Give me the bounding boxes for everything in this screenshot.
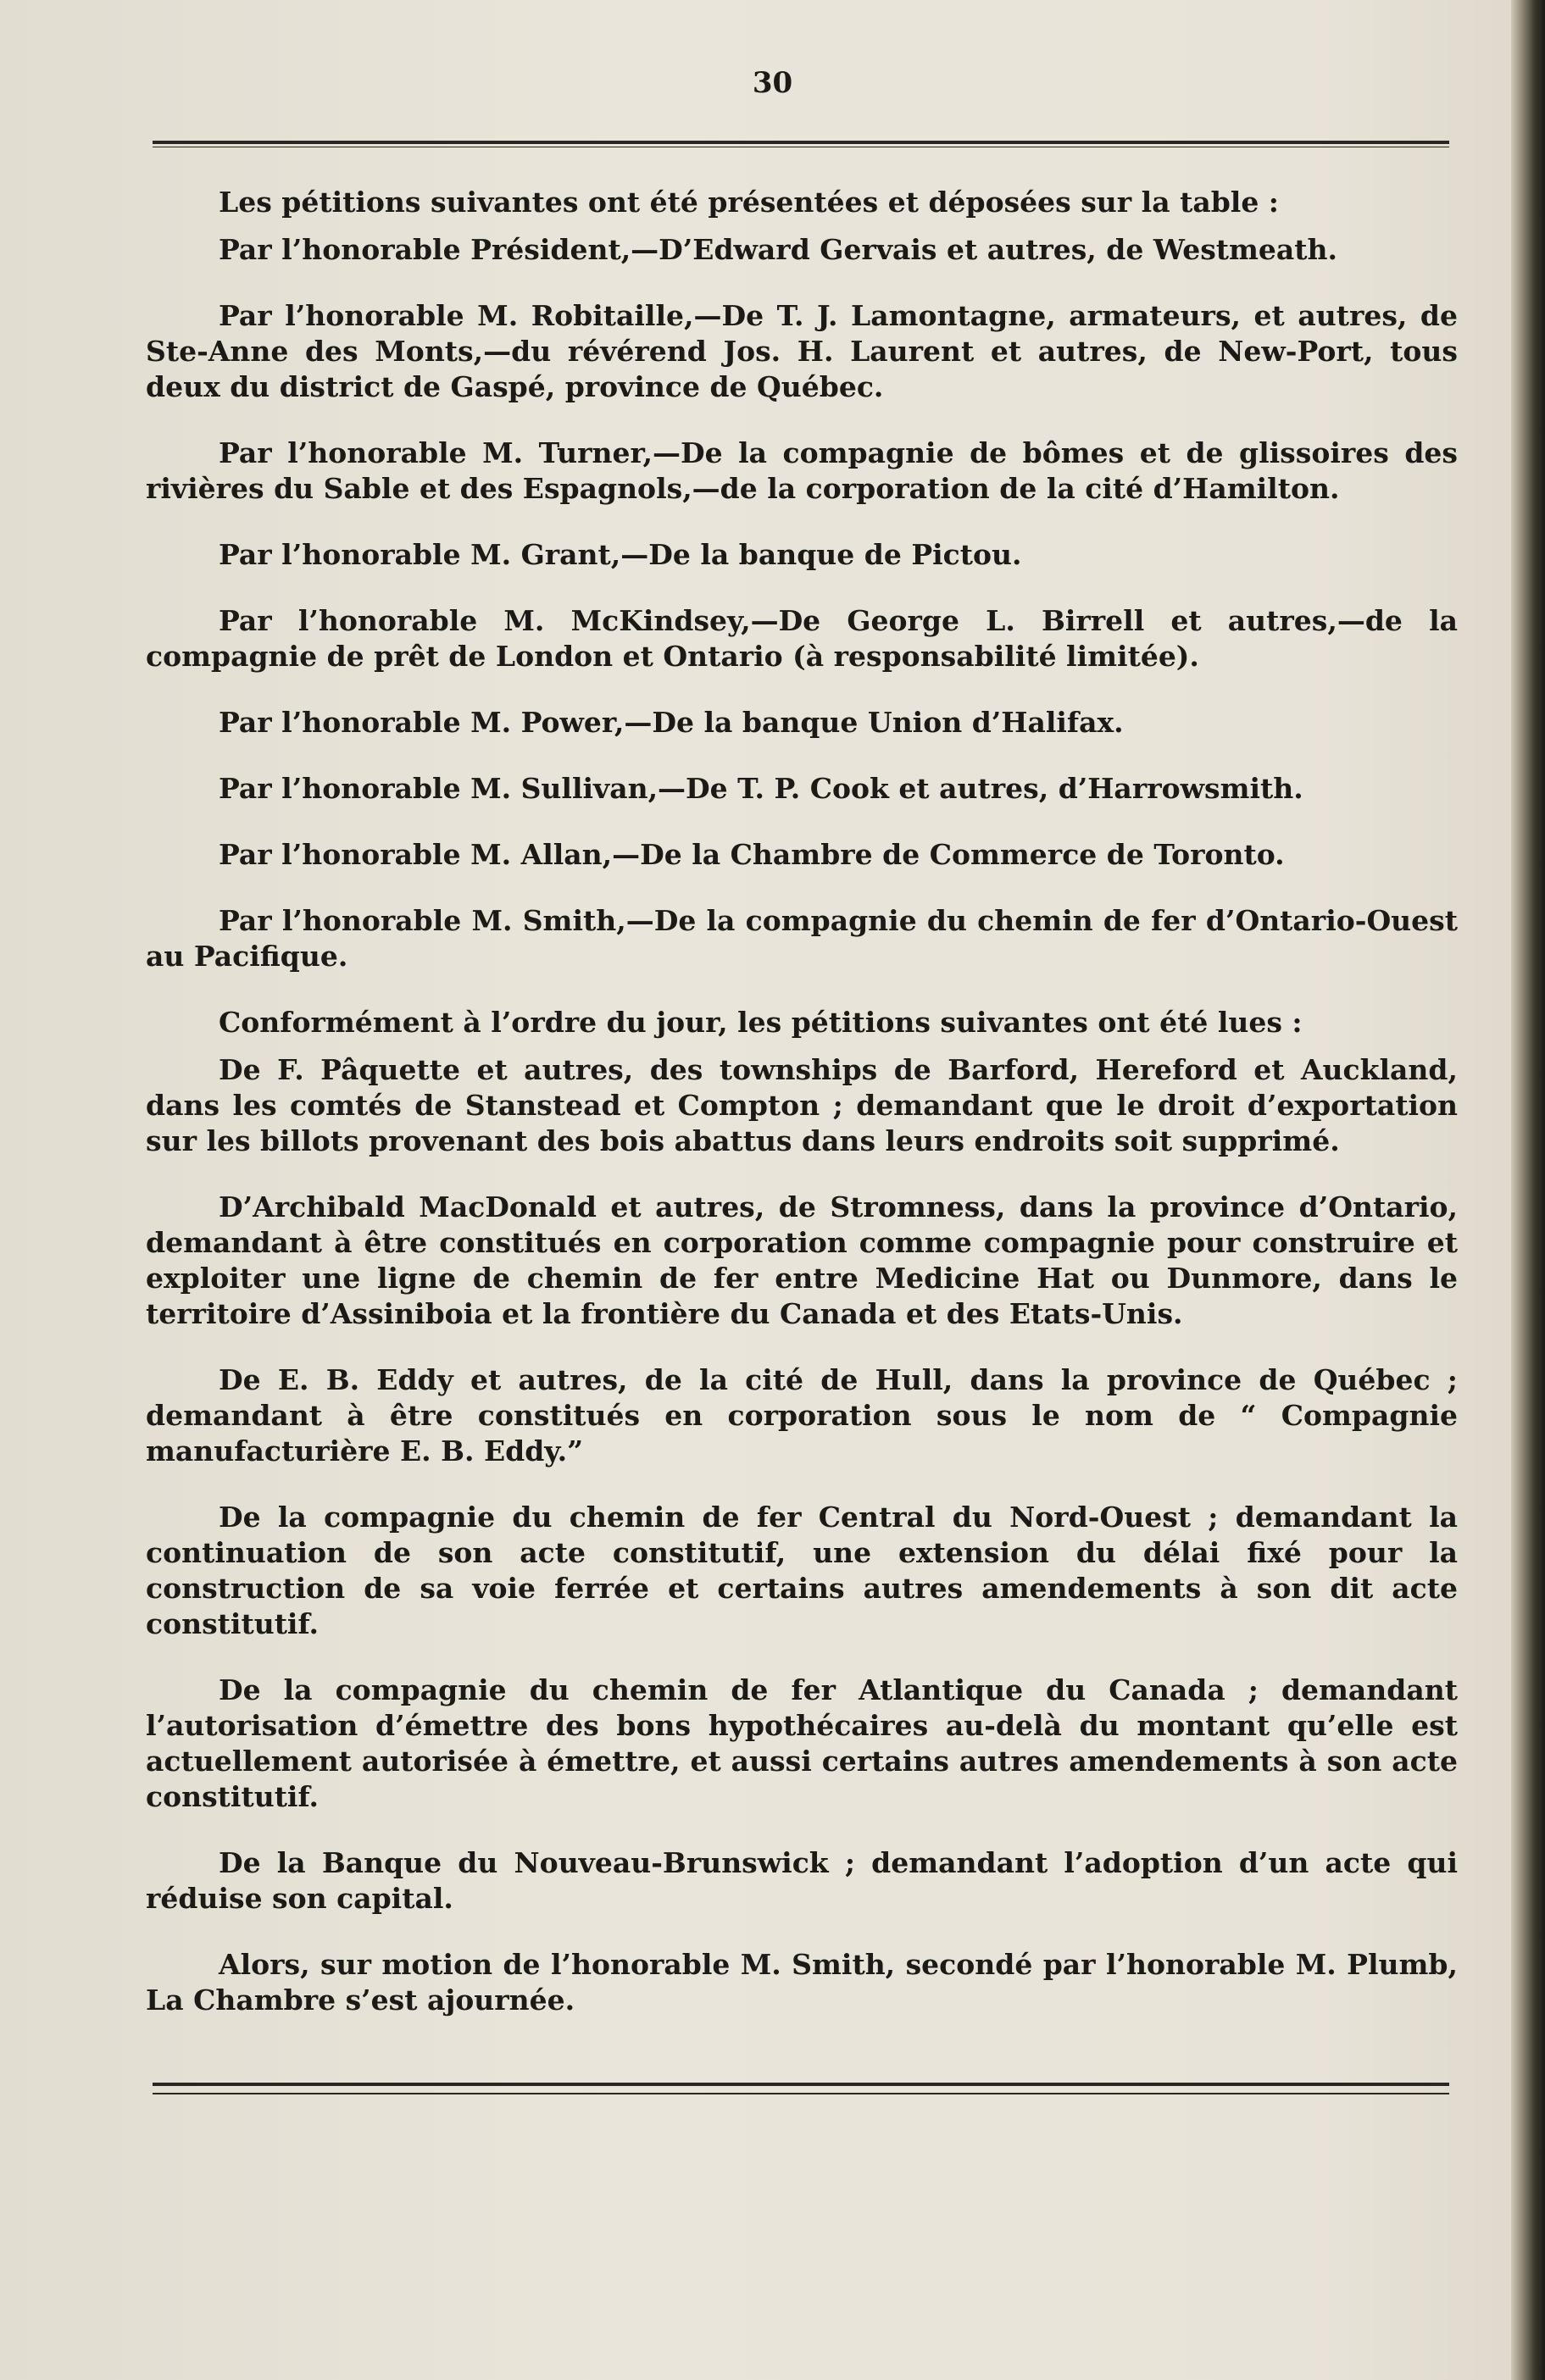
page-number: 30 [752,66,793,100]
paragraph: De la compagnie du chemin de fer Central du Nord-Ouest ; demandant la continuation de son acte constitutif, une extension du délai fixé pour la construction de sa voie ferrée et certains autres amendements à son dit acte constitutif. [146,1501,1458,1640]
paragraph: Par l’honorable M. Robitaille,—De T. J. Lamontagne, armateurs, et autres, de Ste-Anne des Monts,—du révérend Jos. H. Laurent et autres, de New-Port, tous deux du district de Gaspé, province de Québec. [146,299,1458,403]
header-rule [153,141,1449,147]
paragraph: Par l’honorable M. Smith,—De la compagnie du chemin de fer d’Ontario-Ouest au Pacifique. [146,904,1458,973]
paragraph: De la compagnie du chemin de fer Atlantique du Canada ; demandant l’autorisation d’émettre des bons hypothécaires au-delà du montant qu’elle est actuellement autorisée à émettre, et aussi certains autres amendements à son acte constitutif. [146,1673,1458,1813]
paragraph-readings-intro: Conformément à l’ordre du jour, les pétitions suivantes ont été lues : [219,1006,1303,1039]
footer-rule [153,2083,1449,2094]
paragraph: De la Banque du Nouveau-Brunswick ; demandant l’adoption d’un acte qui réduise son capital. [146,1846,1458,1915]
paragraph-intro: Les pétitions suivantes ont été présentées et déposées sur la table : [219,186,1279,219]
paragraph-adjournment: Alors, sur motion de l’honorable M. Smith, secondé par l’honorable M. Plumb, La Chambre s’est ajournée. [146,1948,1458,2017]
paragraph: D’Archibald MacDonald et autres, de Stromness, dans la province d’Ontario, demandant à être constitués en corporation comme compagnie pour construire et exploiter une ligne de chemin de fer entre Medicine Hat ou Dunmore, dans le territoire d’Assiniboia et la frontière du Canada et des Etats-Unis. [146,1190,1458,1330]
paragraph: Par l’honorable M. Turner,—De la compagnie de bômes et de glissoires des rivières du Sable et des Espagnols,—de la corporation de la cité d’Hamilton. [146,436,1458,505]
paragraph: Par l’honorable M. Grant,—De la banque de Pictou. [219,538,1022,571]
paragraph: Par l’honorable Président,—D’Edward Gervais et autres, de Westmeath. [219,233,1338,266]
paragraph: Par l’honorable M. Sullivan,—De T. P. Cook et autres, d’Harrowsmith. [219,772,1303,805]
body-text [146,185,1458,2049]
paragraph: De F. Pâquette et autres, des townships de Barford, Hereford et Auckland, dans les comtés de Stanstead et Compton ; demandant que le droit d’exportation sur les billots provenant des bois abattus dans leurs endroits soit supprimé. [146,1053,1458,1157]
paragraph: De E. B. Eddy et autres, de la cité de Hull, dans la province de Québec ; demandant à être constitués en corporation sous le nom de “ Compagnie manufacturière E. B. Eddy.” [146,1363,1458,1467]
paragraph: Par l’honorable M. Allan,—De la Chambre de Commerce de Toronto. [219,838,1285,871]
paragraph: Par l’honorable M. Power,—De la banque Union d’Halifax. [219,706,1124,739]
book-spine-shadow [1511,0,1545,2380]
paragraph: Par l’honorable M. McKindsey,—De George L. Birrell et autres,—de la compagnie de prêt de London et Ontario (à responsabilité limitée). [146,604,1458,673]
